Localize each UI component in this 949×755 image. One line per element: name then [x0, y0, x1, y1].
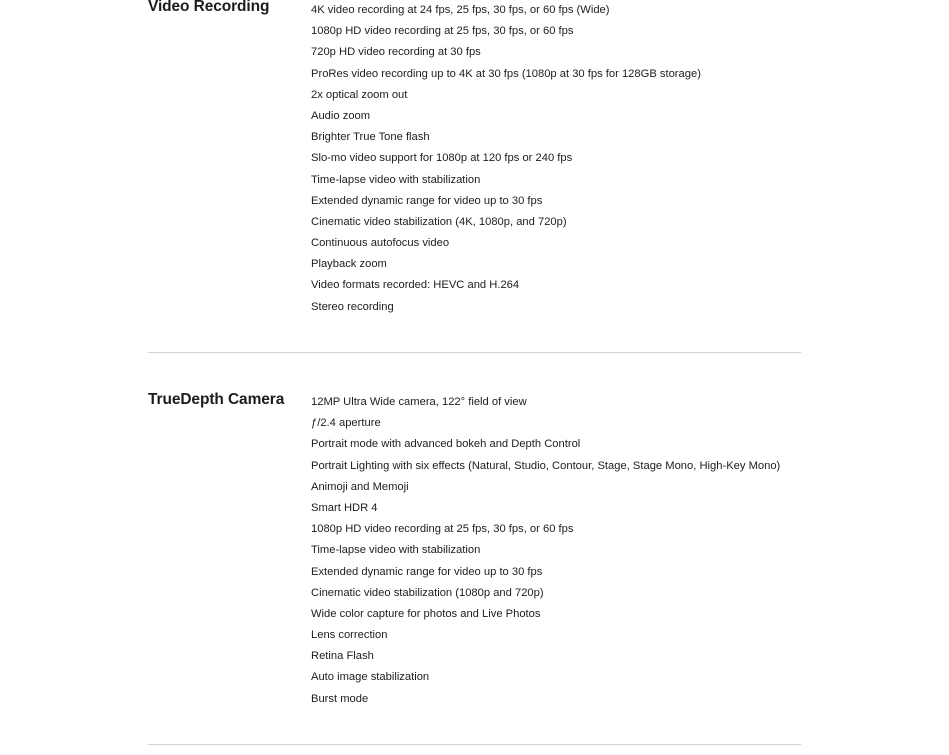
spec-item: Animoji and Memoji — [311, 480, 409, 493]
spec-item: 2x optical zoom out — [311, 88, 408, 101]
spec-item: ƒ/2.4 aperture — [311, 417, 381, 430]
spec-item: Extended dynamic range for video up to 30 fps — [311, 194, 543, 207]
spec-item: Cinematic video stabilization (4K, 1080p, and 720p) — [311, 215, 567, 228]
section-title: Video Recording — [148, 0, 270, 15]
spec-item: Playback zoom — [311, 258, 387, 271]
spec-item: Burst mode — [311, 692, 369, 705]
spec-item: Continuous autofocus video — [311, 237, 450, 250]
spec-item: Wide color capture for photos and Live Photos — [311, 607, 541, 620]
spec-item: Portrait Lighting with six effects (Natural, Studio, Contour, Stage, Stage Mono, High‑Key Mono) — [311, 459, 781, 472]
spec-item: Auto image stabilization — [311, 671, 430, 684]
spec-item: Brighter True Tone flash — [311, 131, 430, 144]
spec-item: Portrait mode with advanced bokeh and Depth Control — [311, 438, 581, 451]
spec-item: 4K video recording at 24 fps, 25 fps, 30 fps, or 60 fps (Wide) — [311, 4, 610, 16]
spec-item: ProRes video recording up to 4K at 30 fps (1080p at 30 fps for 128GB storage) — [311, 67, 701, 80]
spec-item: Slo-mo video support for 1080p at 120 fps or 240 fps — [311, 152, 573, 165]
section-divider — [148, 744, 801, 745]
spec-item: 1080p HD video recording at 25 fps, 30 fps, or 60 fps — [311, 523, 574, 536]
spec-item: Extended dynamic range for video up to 30 fps — [311, 565, 543, 578]
spec-item: Cinematic video stabilization (1080p and 720p) — [311, 586, 544, 599]
spec-item: 720p HD video recording at 30 fps — [311, 46, 481, 59]
spec-list — [311, 392, 780, 710]
section-divider — [148, 352, 801, 353]
spec-item: Time-lapse video with stabilization — [311, 544, 481, 557]
spec-item: Video formats recorded: HEVC and H.264 — [311, 279, 520, 292]
spec-item: Retina Flash — [311, 650, 374, 663]
spec-item: Stereo recording — [311, 300, 394, 313]
spec-list — [311, 0, 701, 318]
spec-item: Smart HDR 4 — [311, 501, 378, 514]
spec-item: Audio zoom — [311, 109, 371, 122]
spec-item: 1080p HD video recording at 25 fps, 30 fps, or 60 fps — [311, 25, 574, 38]
spec-item: Lens correction — [311, 629, 388, 642]
section-title: TrueDepth Camera — [148, 391, 285, 408]
spec-item: Time-lapse video with stabilization — [311, 173, 481, 186]
spec-item: 12MP Ultra Wide camera, 122° field of view — [311, 396, 527, 408]
